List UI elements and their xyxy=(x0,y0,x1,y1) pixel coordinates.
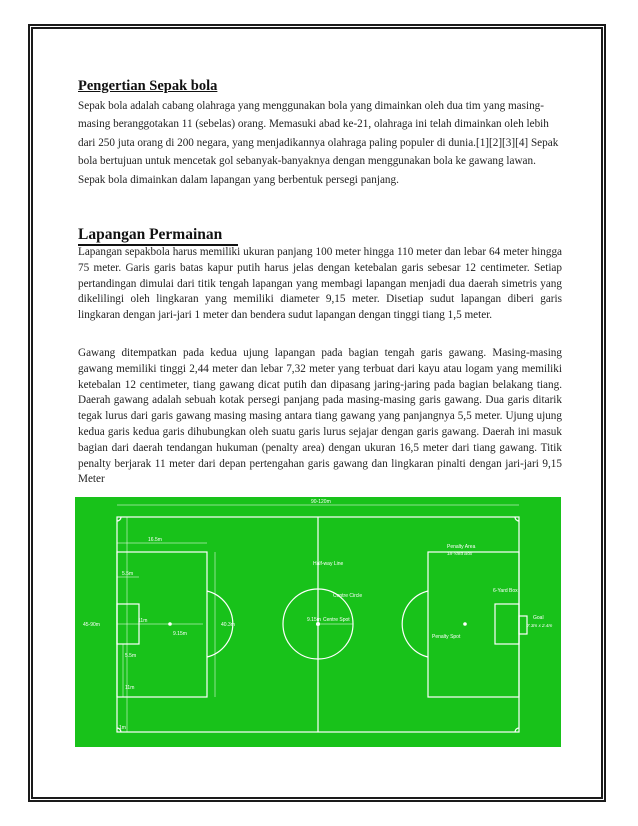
label-circle-radius-left: 9.15m xyxy=(173,631,187,637)
field-svg xyxy=(75,497,561,747)
label-goal-box-side: 5.5m xyxy=(125,653,137,659)
label-centre-radius: 9.15m xyxy=(307,617,321,623)
label-halfway: Half-way Line xyxy=(313,561,344,567)
heading-lapangan-text: Lapangan Permainan xyxy=(78,226,223,243)
label-length: 90-120m xyxy=(311,499,331,505)
label-left-box-width: 16.5m xyxy=(148,537,162,543)
label-penalty-area-sub: 18-Yard Box xyxy=(447,551,473,556)
label-width: 45-90m xyxy=(83,622,100,628)
label-corner: 1m xyxy=(119,725,126,731)
football-field-diagram xyxy=(75,497,561,747)
label-penalty-area: Penalty Area xyxy=(447,544,476,550)
label-goal: Goal xyxy=(533,615,544,621)
label-penalty-mark: 11m xyxy=(138,618,148,624)
paragraph-lapangan-2: Gawang ditempatkan pada kedua ujung lapangan pada bagian tengah garis gawang. Masing-masing gawang memiliki tinggi 2,44 meter dan lebar 7,32 meter yang terbuat dari kayu atau logam yang memiliki ketebalan 12 centimeter, tiang gawang dicat putih dan dipasang jaring-jaring pada bagian belakang tiang. Daerah gawang adalah sebuah kotak persegi panjang pada masing-masing garis gawang. Dua garis ditarik tegak lurus dari garis gawang masing masing antara tiang gawang yang panjangnya 5,5 meter. Ujung ujung kedua garis kedua garis dihubungkan oleh suatu garis lurus sejajar dengan garis gawang. Daerah ini masuk bagian dari daerah tendangan hukuman (penalty area) dengan ukuran 16,5 meter dari tiang gawang. Titik penalty berjarak 11 meter dari depan pertengahan garis gawang dan lingkaran pinalti dengan jari-jari 9,15 Meter xyxy=(78,347,562,486)
paragraph-lapangan-1: Lapangan sepakbola harus memiliki ukuran panjang 100 meter hingga 110 meter dan lebar 64 meter hingga 75 meter. Garis garis batas kapur putih harus jelas dengan ketebalan garis sebesar 12 centimeter. Setiap pertandingan dimulai dari titik tengah lapangan yang membagi lapangan menjadi dua daerah simetris yang dikelilingi oleh lingkaran yang memiliki diameter 9,15 meter. Disetiap sudut lapangan diberi garis lingkaran dengan jari-jari 1 meter dan bendera sudut lapangan dengan tinggi tiang 1,5 meter. xyxy=(78,246,562,322)
label-goal-size: 7.3m x 2.4m xyxy=(527,623,553,628)
label-yard-box: 6-Yard Box xyxy=(493,588,518,594)
label-centre-spot: Centre Spot xyxy=(323,617,350,623)
label-box-height: 40.3m xyxy=(221,622,235,628)
paragraph-pengertian: Sepak bola adalah cabang olahraga yang menggunakan bola yang dimainkan oleh dua tim yang masing-masing beranggotakan 11 (sebelas) orang. Memasuki abad ke-21, olahraga ini telah dimainkan oleh lebih dari 250 juta orang di 200 negara, yang menjadikannya olahraga paling populer di dunia.[1][2][3][4] Sepak bola bertujuan untuk mencetak gol sebanyak-banyaknya dengan menggunakan bola ke gawang lawan. Sepak bola dimainkan dalam lapangan yang berbentuk persegi panjang. xyxy=(78,100,559,186)
heading-lapangan xyxy=(78,226,222,244)
label-penalty-spot: Penalty Spot xyxy=(432,634,461,640)
heading-pengertian: Pengertian Sepak bola xyxy=(78,78,218,94)
label-goal-box-depth: 5.5m xyxy=(122,571,134,577)
label-penalty-side: 11m xyxy=(125,685,135,691)
label-centre-circle: Centre Circle xyxy=(333,593,363,599)
right-penalty-spot xyxy=(463,622,467,626)
